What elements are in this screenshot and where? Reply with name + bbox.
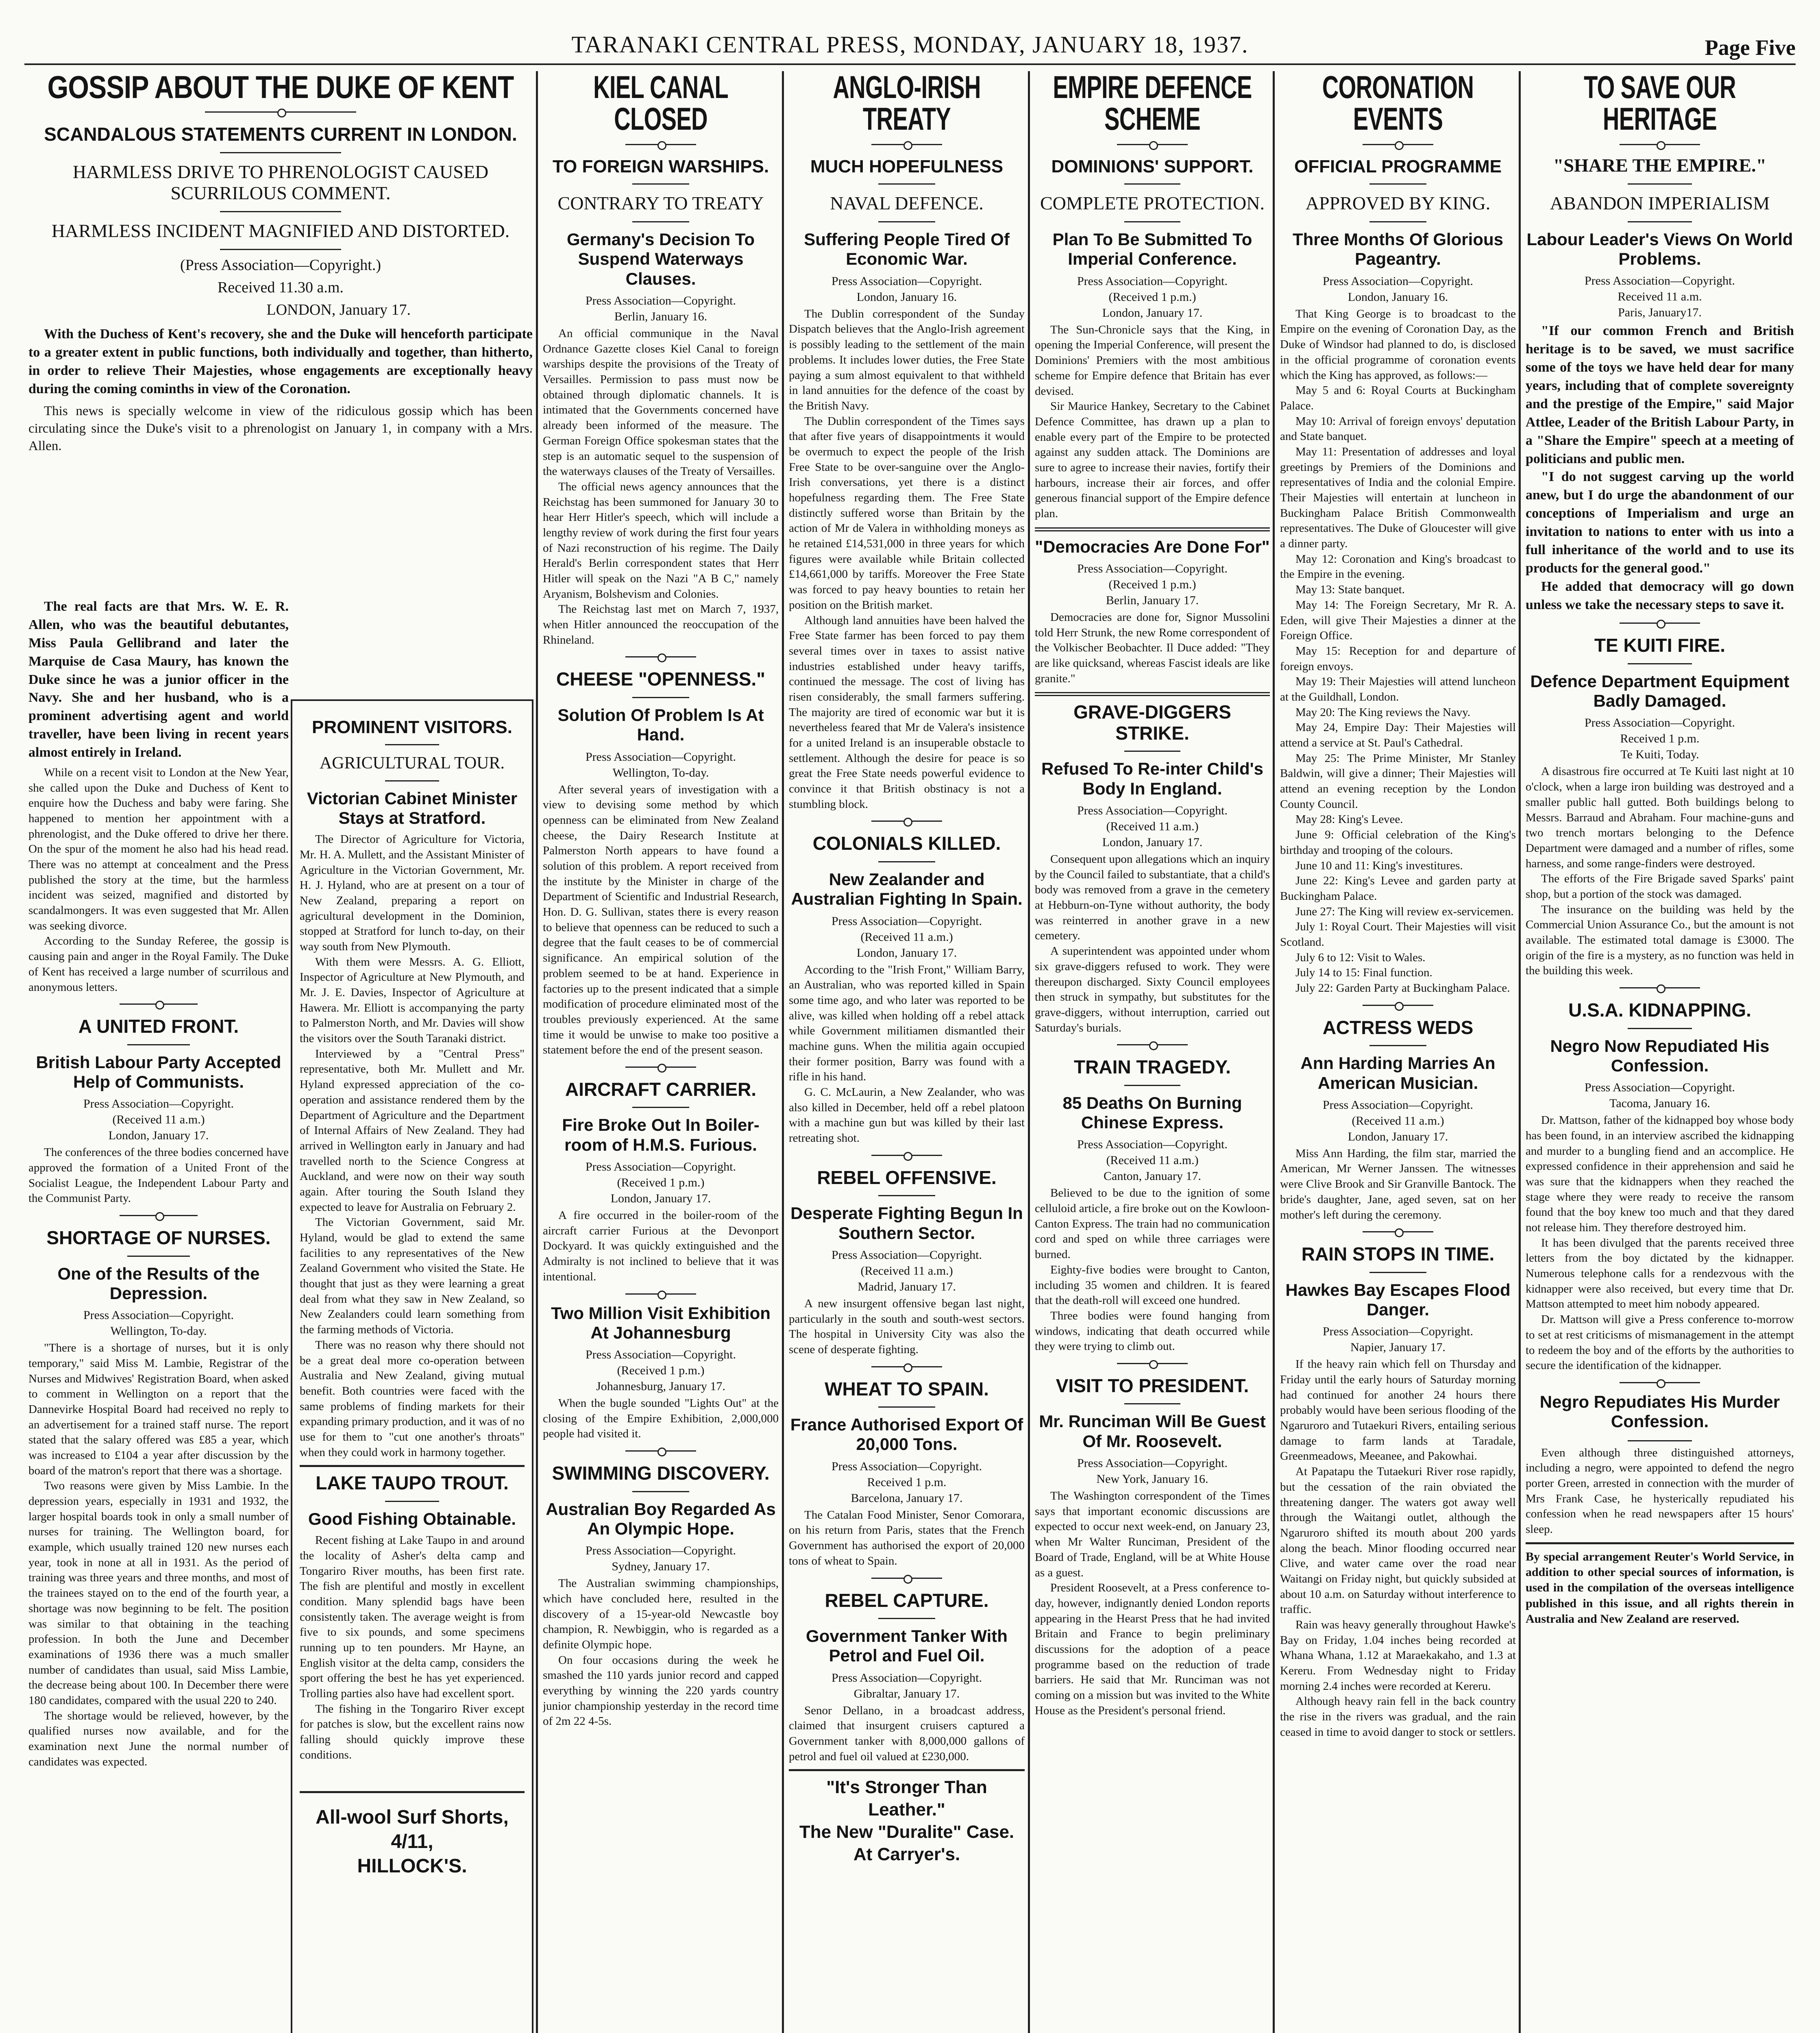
ornament-rule — [28, 997, 289, 1010]
story-head: Government Tanker With Petrol and Fuel Oil. — [806, 1626, 1008, 1665]
source-line: Press Association—Copyright. — [1584, 716, 1735, 730]
paragraph: According to the "Irish Front," William Barry, an Australian, who was reported killed in Spain some time ago, and who later was reported to be alive, was killed when holding off a rebel attack while Government militiamen dismantled their machine guns. When the militia again occupied their former position, Barry was found with a rifle in his hand. — [789, 963, 1025, 1084]
programme-item: July 14 to 15: Final function. — [1295, 966, 1432, 979]
paragraph: Sir Maurice Hankey, Secretary to the Cabinet Defence Committee, has drawn up a plan to enable every part of the Empire to be protected against any sudden attack. The Dominions are sure to agree to increase their navies, fortify their harbours, increase their air forces, and offer generous financial support of the Empire defence plan. — [1035, 400, 1270, 520]
section-head: REBEL OFFENSIVE. — [817, 1167, 997, 1188]
paragraph: The real facts are that Mrs. W. E. R. Allen, who was the beautiful debutantes, Miss Paula Gellibrand and later the Marquise de Casa Maury, has known the Duke since he was a junior officer in the Navy. She and her husband, who is a prominent advertising agent and world traveller, have been living in recent years almost entirely in Ireland. — [28, 599, 289, 760]
programme-item: June 22: King's Levee and garden party at Buckingham Palace. — [1280, 874, 1516, 903]
short-rule — [1280, 1267, 1516, 1277]
column-heritage — [1526, 71, 1794, 2033]
paragraph: On four occasions during the week he smashed the 110 yards junior record and capped everything by winning the 220 yards country junior championship yesterday in the record time of 2m 22 4-5s. — [543, 1653, 779, 1728]
paragraph: Eighty-five bodies were brought to Canton, including 35 women and children. It is feared that the death-roll will exceed one hundred. — [1035, 1263, 1270, 1307]
story-head: Suffering People Tired Of Economic War. — [804, 230, 1010, 269]
short-rule — [1035, 1080, 1270, 1090]
ornament-rule — [1035, 1357, 1270, 1370]
section-head: LAKE TAUPO TROUT. — [316, 1472, 509, 1494]
story-head: Hawkes Bay Escapes Flood Danger. — [1285, 1280, 1511, 1319]
dateline: Gibraltar, January 17. — [853, 1687, 960, 1700]
paragraph: Miss Ann Harding, the film star, married the American, Mr Werner Janssen. The witnesses were Clive Brook and Sir Granville Bantock. The bride's daughter, Jane, aged seven, sat on her mother's left during the ceremony. — [1280, 1147, 1516, 1221]
paragraph: G. C. McLaurin, a New Zealander, who was also killed in December, held off a rebel platoon with a machine gun but was killed by their last retreating shot. — [789, 1086, 1025, 1145]
subhead: CONTRARY TO TREATY — [557, 193, 764, 214]
short-rule — [300, 1496, 525, 1506]
programme-item: May 5 and 6: Royal Courts at Buckingham Palace. — [1280, 384, 1516, 412]
story-head: "Democracies Are Done For" — [1035, 537, 1270, 556]
paragraph: Two reasons were given by Miss Lambie. In the depression years, especially in 1931 and 1932, the larger hospital boards took in only a small number of nurses for training. The Wellington board, for example, which usually trained 120 new nurses each year, took in none at all in 1931. As the period of training was three years and three months, and most of the trainees stayed on to the end of the fourth year, a shortage was now beginning to be felt. The position was similar to that obtaining in the teaching profession. In both the June and December examinations of 1936 there was a much smaller number of candidates than usual, said Miss Lambie, the decrease being about 100. In December there were 180 candidates, compared with the usual 220 to 240. — [28, 1479, 289, 1707]
source-line: Press Association—Copyright. — [831, 914, 982, 928]
short-rule — [543, 1102, 779, 1112]
section-head: A UNITED FRONT. — [78, 1016, 239, 1037]
dateline: London, January 17. — [1102, 306, 1203, 320]
rule — [1526, 1542, 1794, 1544]
received-line: (Received 11 a.m.) — [112, 1113, 205, 1127]
column-rule — [782, 71, 784, 2033]
story-head: New Zealander and Australian Fighting In Spain. — [791, 869, 1023, 909]
section-head: COLONIALS KILLED. — [812, 833, 1001, 854]
section-head: RAIN STOPS IN TIME. — [1301, 1243, 1495, 1265]
source-line: Press Association—Copyright. — [831, 1671, 982, 1685]
received-line: (Received 1 p.m.) — [1108, 290, 1196, 304]
received-line: (Received 1 p.m.) — [617, 1364, 705, 1378]
short-rule — [543, 692, 779, 702]
short-rule — [789, 179, 1025, 189]
paragraph: The efforts of the Fire Brigade saved Sparks' paint shop, but a portion of the stock was damaged. — [1526, 872, 1794, 901]
ornament-rule — [543, 1444, 779, 1457]
paragraph: The shortage would be relieved, however, by the qualified nurses now available, and for the examination next June the normal number of candidates was expected. — [28, 1709, 289, 1768]
short-rule — [300, 776, 525, 786]
section-head: PROMINENT VISITORS. — [311, 717, 513, 737]
reuters-notice: By special arrangement Reuter's World Service, in addition to other special sources of information, is used in the compilation of the overseas intelligence published in this issue, and all rights therein in Australia and New Zealand are reserved. — [1526, 1550, 1794, 1626]
paragraph: "If our common French and British heritage is to be saved, we must sacrifice some of the toys we have held dear for many years, including that of complete sovereignty and the prestige of the Empire," said Major Attlee, Leader of the British Labour Party, in a "Share the Empire" speech at a meeting of politicians and public men. — [1526, 323, 1794, 466]
story-head: Fire Broke Out In Boiler-room of H.M.S. Furious. — [562, 1115, 760, 1154]
dateline: London, January 17. — [856, 946, 957, 960]
column-anglo-irish — [789, 71, 1025, 2033]
paragraph: The official news agency announces that the Reichstag has been summoned for January 30 to hear Herr Hitler's speech, which will include a lengthy review of work during the first four years of Nazi reconstruction of his regime. The Daily Herald's Berlin correspondent states that Herr Hitler will speak on the Nazi "A B C," namely Aryanism, Bolshevism and Colonies. — [543, 480, 779, 601]
column-coronation — [1280, 71, 1516, 2033]
source-line: Press Association—Copyright. — [1077, 1456, 1228, 1470]
ornament-rule — [1280, 138, 1516, 151]
source-line: Press Association—Copyright. — [1584, 274, 1735, 288]
story-head: British Labour Party Accepted Help of Communists. — [36, 1052, 281, 1091]
short-rule — [543, 217, 779, 226]
dateline: London, January 17. — [108, 1129, 209, 1143]
ornament-rule — [28, 105, 533, 118]
received-line: (Received 1 p.m.) — [1108, 577, 1196, 591]
programme-item: July 6 to 12: Visit to Wales. — [1295, 951, 1426, 964]
column-rule — [1273, 71, 1275, 2033]
paragraph: Senor Dellano, in a broadcast address, claimed that insurgent cruisers captured a Government tanker with 8,000,000 gallons of petrol and fuel oil valued at £230,000. — [789, 1704, 1025, 1763]
advertisement-shop: HILLOCK'S. — [357, 1855, 467, 1877]
ornament-rule — [543, 1287, 779, 1300]
short-rule — [28, 207, 533, 216]
story-head: Negro Repudiates His Murder Confession. — [1539, 1392, 1780, 1431]
paragraph: The Washington correspondent of the Times says that important economic discussions are expected to occur next week-end, on January 23, when Mr Walter Runciman, President of the Board of Trade, England, will be at White House as a guest. — [1035, 1489, 1270, 1579]
dateline: Napier, January 17. — [1350, 1341, 1446, 1354]
dateline: London, January 17. — [610, 1192, 711, 1206]
short-rule — [789, 217, 1025, 226]
short-rule — [1280, 217, 1516, 226]
subhead: TO FOREIGN WARSHIPS. — [552, 157, 769, 176]
paragraph: The Australian swimming championships, which have concluded here, resulted in the discovery of a 15-year-old Newcastle boy champion, R. Newbiggin, who is regarded as a definite Olympic hope. — [543, 1577, 779, 1652]
section-head: GRAVE-DIGGERS STRIKE. — [1073, 701, 1231, 744]
column-rule — [1028, 71, 1030, 2033]
short-rule — [789, 1402, 1025, 1412]
paragraph: The Sun-Chronicle says that the King, in opening the Imperial Conference, will present the Dominions' Premiers with the most ambitious scheme for Empire defence that Britain has ever devised. — [1035, 323, 1270, 398]
dateline: Johannesburg, January 17. — [596, 1380, 725, 1393]
programme-item: May 24, Empire Day: Their Majesties will attend a service at St. Paul's Cathedral. — [1280, 721, 1516, 749]
source-line: Press Association—Copyright. — [1077, 804, 1228, 818]
paragraph: At Papatapu the Tutaekuri River rose rapidly, but the cessation of the rain obviated the threatening danger. The waters got away well through the Waitangi outlet, although the Ngaruroro shifted its mouth about 200 yards along the beach. Minor flooding occurred near Clive, and water came over the road near Waitangi on Friday night, but quickly subsided at about 10 a.m. on Saturday without interference to traffic. — [1280, 1465, 1516, 1616]
section-head: AIRCRAFT CARRIER. — [565, 1078, 757, 1100]
column-1-lower — [28, 598, 289, 2033]
column-rule — [536, 71, 538, 2033]
ornament-rule — [543, 138, 779, 151]
paragraph: President Roosevelt, at a Press conference to-day, however, indignantly denied London reports appearing in the Hearst Press that he had invited Britain and France to begin preliminary discussions for the adoption of a peace programme based on the reduction of trade barriers. He said that Mr. Runciman was not coming on a mission but was invited to the White House as the President's personal friend. — [1035, 1581, 1270, 1717]
headline: KIEL CANAL CLOSED — [593, 71, 728, 137]
story-head: 85 Deaths On Burning Chinese Express. — [1062, 1093, 1242, 1132]
source-line: Press Association—Copyright. — [831, 1459, 982, 1473]
short-rule — [1526, 217, 1794, 226]
ornament-rule — [789, 1572, 1025, 1585]
section-head: TRAIN TRAGEDY. — [1074, 1056, 1231, 1078]
subhead: DOMINIONS' SUPPORT. — [1051, 157, 1254, 176]
ornament-rule — [1526, 138, 1794, 151]
short-rule — [28, 1040, 289, 1049]
short-rule — [1035, 746, 1270, 756]
paragraph: He added that democracy will go down unless we take the necessary steps to save it. — [1526, 579, 1794, 612]
programme-item: May 14: The Foreign Secretary, Mr R. A. Eden, will give Their Majesties a dinner at the Foreign Office. — [1280, 598, 1516, 642]
source-line: Press Association—Copyright. — [1322, 1325, 1473, 1339]
paragraph: Three bodies were found hanging from windows, indicating that death occurred while they were trying to climb out. — [1035, 1309, 1270, 1353]
paragraph: While on a recent visit to London at the New Year, she called upon the Duke and Duchess of Kent to enquire how the Duchess and baby were faring. She happened to mention her appointment with a phrenologist, and the Duke offered to drive her there. On the spur of the moment he also had his head read. There was no attempt at concealment and the Press published the story at the time, but the harmless incident was seized, magnified and distorted by scandalmongers. It was even suggested that Mr. Allen was seeking divorce. — [28, 766, 289, 932]
ornament-rule — [789, 1360, 1025, 1373]
story-head: Australian Boy Regarded As An Olympic Hope. — [546, 1499, 776, 1538]
programme-item: May 10: Arrival of foreign envoys' deputation and State banquet. — [1280, 414, 1516, 443]
dateline: Wellington, To-day. — [612, 766, 709, 779]
dateline: Berlin, January 16. — [614, 310, 708, 324]
masthead — [24, 29, 1796, 65]
dateline: Madrid, January 17. — [858, 1280, 956, 1293]
ornament-rule — [1526, 981, 1794, 994]
received-line: (Received 11 a.m.) — [860, 930, 953, 944]
short-rule — [28, 244, 533, 254]
short-rule — [543, 1487, 779, 1496]
programme-item: May 11: Presentation of addresses and loyal greetings by Premiers of the Dominions and representatives of India and the colonial Empire. Their Majesties will entertain at luncheon in Buckingham Palace British Commonwealth representatives. The Duke of Gloucester will give a dinner party. — [1280, 445, 1516, 551]
received-line: (Received 11 a.m.) — [860, 1264, 953, 1278]
paragraph: The Director of Agriculture for Victoria, Mr. H. A. Mullett, and the Assistant Minister of Agriculture in the Victorian Government, Mr. H. J. Hyland, who are at present on a tour of New Zealand, preparing a report on agricultural development in the Dominion, stopped at Stratford for lunch to-day, on their way south from New Plymouth. — [300, 833, 525, 953]
headline: EMPIRE DEFENCE SCHEME — [1053, 71, 1252, 137]
source-line: Press Association—Copyright. — [1322, 1098, 1473, 1112]
dateline: LONDON, January 17. — [266, 301, 411, 319]
received-line: (Received 11 a.m.) — [1106, 1154, 1199, 1167]
story-head: One of the Results of the Depression. — [57, 1264, 260, 1303]
ornament-rule — [543, 1060, 779, 1073]
paragraph: A superintendent was appointed under whom six grave-diggers refused to work. They were thereupon discharged. Sixty Council employees then struck in sympathy, but substitutes for the grave-diggers, without interruption, carried out Saturday's burials. — [1035, 945, 1270, 1034]
rule — [300, 1791, 525, 1793]
ornament-rule — [1035, 1038, 1270, 1051]
short-rule — [1035, 217, 1270, 226]
subhead: COMPLETE PROTECTION. — [1040, 193, 1265, 214]
ornament-rule — [543, 650, 779, 663]
section-head: SWIMMING DISCOVERY. — [552, 1463, 770, 1484]
headline: GOSSIP ABOUT THE DUKE OF KENT — [47, 71, 514, 105]
short-rule — [789, 1613, 1025, 1623]
received-line: (Received 1 p.m.) — [617, 1176, 705, 1190]
subhead: ABANDON IMPERIALISM — [1550, 192, 1770, 213]
rule — [789, 1769, 1025, 1771]
programme-item: May 20: The King reviews the Navy. — [1295, 705, 1471, 719]
source-line: Press Association—Copyright. — [1584, 1081, 1735, 1095]
subhead: OFFICIAL PROGRAMME — [1294, 157, 1502, 176]
ornament-rule — [789, 138, 1025, 151]
story-head: Defence Department Equipment Badly Damaged. — [1530, 671, 1790, 711]
story-head: France Authorised Export Of 20,000 Tons. — [790, 1415, 1023, 1454]
source-line: Press Association—Copyright. — [585, 750, 736, 764]
paragraph: Dr. Mattson will give a Press conference to-morrow to set at rest criticisms of mismanagement in the attempt to redeem the boy and of the efforts by the authorities to secure the identification of the kidnapper. — [1526, 1313, 1794, 1372]
paragraph: This news is specially welcome in view of the ridiculous gossip which has been circulating since the Duke's visit to a phrenologist on January 1, in company with a Mrs. Allen. — [28, 403, 533, 453]
source-line: Press Association—Copyright. — [831, 1248, 982, 1262]
paragraph: If the heavy rain which fell on Thursday and Friday until the early hours of Saturday morning had continued for another 24 hours there probably would have been serious flooding of the Ngaruroro and Tutaekuri Rivers, entailing serious damage to farm lands at Taradale, Greenmeadows, Meeanee, and Pakowhai. — [1280, 1358, 1516, 1463]
short-rule — [1526, 1023, 1794, 1033]
dateline: Sydney, January 17. — [612, 1560, 710, 1574]
short-rule — [543, 179, 779, 189]
paragraph: Democracies are done for, Signor Mussolini told Herr Strunk, the new Rome correspondent of the Volkischer Beobachter. Il Duce added: "They are like quicksand, whereas Fascist ideals are like granite." — [1035, 610, 1270, 685]
subhead: HARMLESS INCIDENT MAGNIFIED AND DISTORTED. — [51, 220, 510, 242]
advertisement-line: At Carryer's. — [853, 1844, 960, 1865]
short-rule — [28, 1251, 289, 1261]
short-rule — [300, 740, 525, 749]
paragraph: The Reichstag last met on March 7, 1937, when Hitler announced the reoccupation of the Rhineland. — [543, 603, 779, 646]
paragraph: There was no reason why there should not be a great deal more co-operation between Australia and New Zealand, giving mutual benefit. Both countries were faced with the same problems of finding markets for their expanding primary production, and it was of no use for them to "cut one another's throats" when they could work in harmony together. — [300, 1338, 525, 1459]
story-head: Victorian Cabinet Minister Stays at Stratford. — [307, 788, 518, 827]
dateline: Paris, January17. — [1618, 306, 1702, 320]
source-line: (Press Association—Copyright.) — [180, 257, 381, 274]
source-line: Press Association—Copyright. — [831, 274, 982, 288]
story-head: Good Fishing Obtainable. — [308, 1509, 516, 1528]
programme-item: July 22: Garden Party at Buckingham Palace. — [1295, 982, 1510, 995]
received-line: (Received 11 a.m.) — [1352, 1114, 1444, 1128]
advertisement-shorts: All-wool Surf Shorts, 4/11, — [316, 1807, 509, 1853]
short-rule — [1035, 179, 1270, 189]
short-rule — [1035, 1399, 1270, 1408]
ornament-rule — [789, 1149, 1025, 1162]
dateline: London, January 17. — [1348, 1130, 1448, 1143]
article-duke-of-kent — [28, 71, 533, 596]
source-line: Press Association—Copyright. — [1077, 562, 1228, 575]
programme-item: May 15: Reception for and departure of foreign envoys. — [1280, 644, 1516, 673]
paragraph: An official communique in the Naval Ordnance Gazette closes Kiel Canal to foreign warships despite the provisions of the Treaty of Versailles. Permission to pass must now be obtained through diplomatic channels. It is intimated that the Governments concerned have already been informed of the measure. The German Foreign Office spokesman states that the step is an automatic sequel to the suspension of the waterways clauses of the Treaty of Versailles. — [543, 327, 779, 478]
ornament-rule — [28, 1209, 289, 1222]
dateline: London, January 16. — [856, 290, 957, 304]
short-rule — [789, 1191, 1025, 1200]
short-rule — [1526, 1436, 1794, 1445]
paragraph: "There is a shortage of nurses, but it is only temporary," said Miss M. Lambie, Registrar of the Nurses and Midwives' Registration Board, when asked to comment in Wellington on a report that the Dannevirke Hospital Board had received no reply to an advertisement for a trained staff nurse. The report stated that the salary offered was £85 a year, which was increased to £104 a year after discussion by the board of the matron's report that there was a shortage. — [28, 1341, 289, 1477]
paragraph: Even although three distinguished attorneys, including a negro, were appointed to defend the negro porter Green, arrested in connection with the murder of Mrs Frank Case, he hysterically repudiated his confession when he read newspapers after 15 hours' sleep. — [1526, 1446, 1794, 1536]
story-head: Two Million Visit Exhibition At Johannesburg — [551, 1303, 771, 1342]
ornament-rule — [1526, 1376, 1794, 1389]
dateline: New York, January 16. — [1096, 1472, 1208, 1486]
headline: ANGLO-IRISH TREATY — [833, 71, 981, 137]
dateline: Wellington, To-day. — [110, 1324, 207, 1338]
paragraph: When the bugle sounded "Lights Out" at the closing of the Empire Exhibition, 2,000,000 people had visited it. — [543, 1397, 779, 1441]
masthead-title: TARANAKI CENTRAL PRESS, MONDAY, JANUARY 18, 1937. — [571, 31, 1249, 58]
paragraph: The insurance on the building was held by the Commercial Union Assurance Co., but the amount is not available. The estimated total damage is £3000. The origin of the fire is a mystery, as no function was held in the building this week. — [1526, 903, 1794, 977]
story-head: Three Months Of Glorious Pageantry. — [1292, 230, 1503, 269]
received-line: Received 1 p.m. — [1620, 732, 1700, 746]
story-head: Ann Harding Marries An American Musician. — [1300, 1054, 1496, 1093]
subhead: HARMLESS DRIVE TO PHRENOLOGIST CAUSED SCURRILOUS COMMENT. — [72, 161, 489, 204]
paragraph: Although heavy rain fell in the back country the rise in the rivers was gradual, and the rain ceased in time to avoid danger to stock or settlers. — [1280, 1695, 1516, 1739]
paragraph: With the Duchess of Kent's recovery, she and the Duke will henceforth participate to a greater extent in public functions, both individually and together, than hitherto, in order to relieve Their Majesties, whose engagements are exceptionally heavy during the coming cominths in view of the Coronation. — [28, 326, 533, 397]
story-head: Plan To Be Submitted To Imperial Conference. — [1052, 230, 1252, 269]
dateline: Barcelona, January 17. — [851, 1491, 963, 1505]
paragraph: It has been divulged that the parents received three letters from the boy dictated by the kidnapper. Numerous telephone calls for a rendezvous with the kidnapper were also received, but every time that Dr. Mattson attempted to meet him nobody appeared. — [1526, 1236, 1794, 1311]
paragraph: Although land annuities have been halved the Free State farmer has been forced to pay them several times over in taxes to assist native industries established under heavy tariffs, continued the message. The cost of living has risen considerably, the small farmers suffering. The majority are tired of economic war but it is nevertheless feared that Mr de Valera's insistence for a united Ireland is an insuperable obstacle to settlement. Although the desire for peace is so great the Free State needs powerful evidence to convince it that British obstinacy is not a stumbling block. — [789, 614, 1025, 811]
dateline: Berlin, January 17. — [1106, 593, 1199, 607]
story-head: Solution Of Problem Is At Hand. — [557, 705, 764, 744]
subhead: SCANDALOUS STATEMENTS CURRENT IN LONDON. — [44, 124, 517, 145]
section-head: TE KUITI FIRE. — [1594, 635, 1725, 656]
programme-item: June 9: Official celebration of the King's birthday and trooping of the colours. — [1280, 828, 1516, 857]
advertisement-line: The New "Duralite" Case. — [799, 1822, 1014, 1842]
programme-item: July 1: Royal Court. Their Majesties will visit Scotland. — [1280, 920, 1516, 949]
source-line: Press Association—Copyright. — [1077, 1138, 1228, 1151]
section-head: U.S.A. KIDNAPPING. — [1568, 999, 1751, 1021]
paragraph: According to the Sunday Referee, the gossip is causing pain and anger in the Royal Family. The Duke of Kent has received a large number of scurrilous and anonymous letters. — [28, 934, 289, 994]
paragraph: The Dublin correspondent of the Sunday Dispatch believes that the Anglo-Irish agreement is possibly leading to the settlement of the main problems. It includes lower duties, the Free State paying a sum almost equivalent to that withheld in land annuities for the defence of the coast by the British Navy. — [789, 307, 1025, 412]
paragraph: The Victorian Government, said Mr. Hyland, would be glad to extend the same facilities to any representatives of the New Zealand Government who visited the State. He thought that just as they were learning a great deal from what they saw in New Zealand, so New Zealanders could learn something from the farming methods of Victoria. — [300, 1216, 525, 1336]
programme-item: June 10 and 11: King's investitures. — [1295, 859, 1463, 872]
paragraph: The fishing in the Tongariro River except for patches is slow, but the excellent rains now falling should quickly improve these conditions. — [300, 1702, 525, 1761]
short-rule — [789, 857, 1025, 866]
column-empire-defence — [1035, 71, 1270, 2033]
subhead: NAVAL DEFENCE. — [830, 193, 984, 214]
section-head: WHEAT TO SPAIN. — [825, 1378, 989, 1400]
story-head: Germany's Decision To Suspend Waterways Clauses. — [566, 230, 755, 288]
paragraph: A disastrous fire occurred at Te Kuiti last night at 10 o'clock, when a large iron building was destroyed and a smaller public hall gutted. Both buildings belong to Messrs. Barraud and Abraham. Four machine-guns and two trench mortars belonging to the Defence Department were damaged and a number of rifles, some harness, and some range-finders were destroyed. — [1526, 765, 1794, 870]
paragraph: A fire occurred in the boiler-room of the aircraft carrier Furious at the Devonport Dockyard. It was quickly extinguished and the Admiralty is not inclined to believe that it was intentional. — [543, 1209, 779, 1283]
paragraph: The Dublin correspondent of the Times says that after five years of disappointments it would be overmuch to expect the people of the Irish Free State to be over-sanguine over the Anglo-Irish conversations, yet there is a distinct hopefulness regarding them. The Free State distinctly suffered worse than Britain by the action of Mr de Valera in withholding moneys as he retained £14,531,000 in three years for which figures were available while Britain collected £14,661,000 by tariffs. Moreover the Free State was forced to pay heavy bounties to retain her position on the British market. — [789, 414, 1025, 612]
source-line: Press Association—Copyright. — [585, 294, 736, 308]
programme-item: May 25: The Prime Minister, Mr Stanley Baldwin, will give a dinner; Their Majesties will attend an evening reception by the London County Council. — [1280, 751, 1516, 811]
story-head: Desperate Fighting Begun In Southern Sector. — [790, 1204, 1023, 1243]
short-rule — [1526, 659, 1794, 668]
ornament-rule — [1280, 1225, 1516, 1238]
ornament-rule — [789, 814, 1025, 827]
subhead: "SHARE THE EMPIRE." — [1553, 155, 1767, 176]
paragraph: After several years of investigation with a view to devising some method by which openness can be eliminated from New Zealand cheese, the Dairy Research Institute at Palmerston North appears to have found a solution of this problem. A report received from the institute by the Minister in charge of the Department of Scientific and Industrial Research, Hon. D. G. Sullivan, states there is every reason to believe that openness can be reduced to such a degree that the fault ceases to be of commercial significance. An empirical solution of the problem seemed to be at hand. Experience in factories up to the present indicated that a simple modification of procedure eliminated most of the troubles previously experienced. At the same time it would be unwise to make too positive a statement before the end of the present season. — [543, 783, 779, 1057]
headline: TO SAVE OUR HERITAGE — [1584, 71, 1736, 137]
headline: CORONATION EVENTS — [1322, 71, 1474, 137]
received-line: Received 11.30 a.m. — [218, 279, 344, 296]
boxed-article — [291, 699, 533, 2033]
paragraph: The conferences of the three bodies concerned have approved the formation of a United Front of the Socialist League, the Independent Labour Party and the Communist Party. — [28, 1146, 289, 1205]
rule — [300, 1465, 525, 1467]
subhead: APPROVED BY KING. — [1305, 193, 1491, 214]
short-rule — [1526, 179, 1794, 189]
received-line: Received 1 p.m. — [867, 1475, 947, 1489]
paragraph: Consequent upon allegations which an inquiry by the Council failed to substantiate, that a child's body was removed from a grave in the cemetery at Hebburn-on-Tyne without authority, the body was reinterred in another grave in a new cemetery. — [1035, 853, 1270, 942]
story-head: Labour Leader's Views On World Problems. — [1526, 229, 1793, 269]
dateline: Tacoma, January 16. — [1609, 1097, 1710, 1110]
source-line: Press Association—Copyright. — [83, 1308, 234, 1322]
ornament-rule — [1526, 616, 1794, 629]
story-head: Negro Now Repudiated His Confession. — [1550, 1036, 1770, 1075]
paragraph: With them were Messrs. A. G. Elliott, Inspector of Agriculture at New Plymouth, and Mr. J. E. Davies, Inspector of Agriculture at Hawera. Mr. Elliott is accompanying the party to Palmerston North, and Mr. Davies will show the visitors over the South Taranaki district. — [300, 955, 525, 1045]
short-rule — [1280, 179, 1516, 189]
double-rule — [1035, 692, 1270, 696]
paragraph: The Catalan Food Minister, Senor Comorara, on his return from Paris, states that the French Government has authorised the export of 20,000 tons of wheat to Spain. — [789, 1508, 1025, 1567]
ornament-rule — [1280, 999, 1516, 1012]
short-rule — [28, 148, 533, 157]
column-kiel-canal — [543, 71, 779, 2033]
source-line: Press Association—Copyright. — [585, 1544, 736, 1558]
source-line: Press Association—Copyright. — [1077, 274, 1228, 288]
programme-item: May 12: Coronation and King's broadcast to the Empire in the evening. — [1280, 552, 1516, 581]
dateline: Te Kuiti, Today. — [1620, 748, 1699, 762]
column-rule — [1519, 71, 1521, 2033]
programme-item: June 27: The King will review ex-servicemen. — [1295, 905, 1514, 918]
section-head: ACTRESS WEDS — [1322, 1016, 1474, 1038]
short-rule — [1280, 1040, 1516, 1050]
dateline: London, January 16. — [1348, 290, 1448, 304]
dateline: Canton, January 17. — [1104, 1169, 1201, 1183]
paragraph: Recent fishing at Lake Taupo in and around the locality of Asher's delta camp and Tongariro River mouths, has been first rate. The fish are plentiful and mostly in excellent condition. Many splendid bags have been consistently taken. The average weight is from five to six pounds, and some specimens running up to ten pounders. Mr Hayne, an English visitor at the delta camp, considers the sport offering the best he has yet experienced. Trolling parties also have had excellent sport. — [300, 1534, 525, 1700]
received-line: (Received 11 a.m.) — [1106, 820, 1199, 834]
source-line: Press Association—Copyright. — [585, 1348, 736, 1362]
paragraph: Interviewed by a "Central Press" representative, both Mr. Mullett and Mr. Hyland expressed appreciation of the co-operation and assistance rendered them by the Department of Agriculture and the Department of Internal Affairs of New Zealand. They had arrived in Wellington early in January and had travelled north to the Science Congress at Auckland, and were now on their way south again. After touring the South Island they expected to leave for Australia on February 2. — [300, 1047, 525, 1214]
source-line: Press Association—Copyright. — [585, 1160, 736, 1174]
subhead: MUCH HOPEFULNESS — [810, 157, 1004, 176]
source-line: Press Association—Copyright. — [83, 1097, 234, 1111]
paragraph: That King George is to broadcast to the Empire on the evening of Coronation Day, as the Duke of Windsor had planned to do, is disclosed in the official programme of coronation events which the King has approved, as follows:— — [1280, 307, 1516, 382]
source-line: Press Association—Copyright. — [1322, 274, 1473, 288]
advertisement-line: "It's Stronger Than Leather." — [826, 1777, 987, 1820]
section-head: REBEL CAPTURE. — [825, 1589, 989, 1611]
story-head: Refused To Re-inter Child's Body In England. — [1041, 759, 1263, 798]
paragraph: Dr. Mattson, father of the kidnapped boy whose body has been found, in an interview ascribed the kidnapping and murder to a bungling fiend and an accomplice. He expressed confidence in their apprehension and said he was sure that the kidnappers when they reached the stage where they were ready to receive the ransom found that the boy knew too much and that they dared not release him. They therefore destroyed him. — [1526, 1114, 1794, 1234]
received-line: Received 11 a.m. — [1618, 290, 1702, 304]
story-head: Mr. Runciman Will Be Guest Of Mr. Roosevelt. — [1039, 1412, 1266, 1451]
paragraph: Rain was heavy generally throughout Hawke's Bay on Friday, 1.04 inches being recorded at Whana Whana, 1.12 at Maraekakaho, and 1.3 at Kereru. From Wednesday night to Friday morning 2.4 inches were recorded at Kereru. — [1280, 1618, 1516, 1693]
dateline: London, January 17. — [1102, 836, 1203, 849]
subhead: AGRICULTURAL TOUR. — [319, 754, 505, 773]
programme-item: May 19: Their Majesties will attend luncheon at the Guildhall, London. — [1280, 675, 1516, 703]
programme-item: May 28: King's Levee. — [1295, 813, 1403, 826]
paragraph: A new insurgent offensive began last night, particularly in the south and south-west sectors. The hospital in University City was also the scene of desperate fighting. — [789, 1297, 1025, 1356]
section-head: SHORTAGE OF NURSES. — [46, 1227, 271, 1249]
section-head: VISIT TO PRESIDENT. — [1056, 1375, 1249, 1396]
programme-item: May 13: State banquet. — [1295, 583, 1405, 596]
double-rule — [1035, 527, 1270, 531]
page-number: Page Five — [1705, 35, 1796, 60]
paragraph: Believed to be due to the ignition of some celluloid article, a fire broke out on the Kowloon-Canton Express. The train had no communication cord and sped on while three carriages were burned. — [1035, 1186, 1270, 1261]
ornament-rule — [1035, 138, 1270, 151]
paragraph: "I do not suggest carving up the world anew, but I do urge the abandonment of our conceptions of Imperialism and urge an invitation to nations to enter with us into a full inheritance of the world and to use its products for the general good." — [1526, 469, 1794, 576]
section-head: CHEESE "OPENNESS." — [556, 668, 765, 690]
